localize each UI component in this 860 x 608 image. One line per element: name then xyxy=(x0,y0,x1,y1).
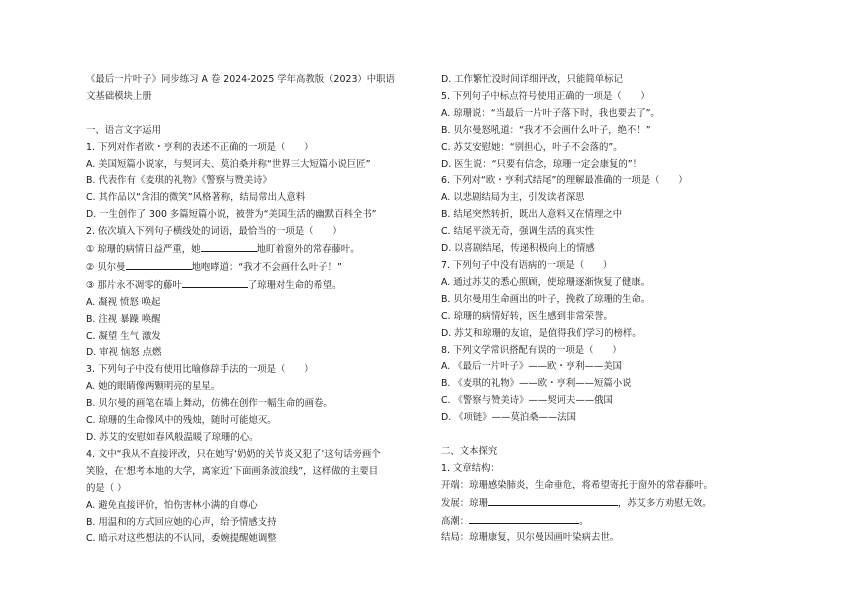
question-2-option-d: D. 审视 恼怒 点燃 xyxy=(86,347,162,359)
question-7-option-c: C. 琼珊的病情好转，医生感到非常荣誉。 xyxy=(441,310,613,322)
development-prefix: 发展：琼珊 xyxy=(441,497,488,509)
climax-blank[interactable] xyxy=(469,513,579,524)
fill-blank-2[interactable] xyxy=(126,259,192,270)
question-5-option-b: B. 贝尔曼怒吼道：“我才不会画什么叶子，绝不！” xyxy=(441,124,651,136)
climax-prefix: 高潮： xyxy=(441,515,470,527)
question-8-option-b: B. 《麦琪的礼物》——欧・亨利——短篇小说 xyxy=(441,378,632,390)
question-7-option-d: D. 苏艾和琼珊的友谊，是值得我们学习的榜样。 xyxy=(441,327,642,339)
question-7-option-b: B. 贝尔曼用生命画出的叶子，挽救了琼珊的生命。 xyxy=(441,293,651,305)
structure-question-stem: 1. 文章结构： xyxy=(441,462,500,474)
question-7-stem: 7. 下列句子中没有语病的一项是（ ） xyxy=(441,259,613,271)
question-7-option-a: A. 通过苏艾的悉心照顾，使琼珊逐渐恢复了健康。 xyxy=(441,276,651,288)
climax-suffix: 。 xyxy=(579,515,589,527)
question-8-option-d: D. 《项链》——莫泊桑——法国 xyxy=(441,412,577,424)
section-heading-language: 一、语言文字运用 xyxy=(86,124,162,136)
question-6-option-c: C. 结尾平淡无奇，强调生活的真实性 xyxy=(441,226,595,238)
question-3-option-a: A. 她的眼睛像两颗明亮的星星。 xyxy=(86,381,221,393)
question-1-option-c: C. 其作品以“含泪的微笑”风格著称，结局常出人意料 xyxy=(86,192,306,204)
question-4-stem-line-2: 笑脸，在‘想考本地的大学，离家近’下面画条波浪线”，这样做的主要目 xyxy=(86,465,379,477)
sentence-3-suffix: 了琼珊对生命的希望。 xyxy=(247,279,342,291)
document-title-line-2: 文基础模块上册 xyxy=(86,90,152,102)
question-3-stem: 3. 下列句子中没有使用比喻修辞手法的一项是（ ） xyxy=(86,364,314,376)
question-4-stem-line-1: 4. 文中“我从不直接评改，只在她写‘奶奶的关节炎又犯了’这句话旁画个 xyxy=(86,448,381,460)
question-4-stem-line-3: 的是（ ） xyxy=(86,482,127,494)
question-8-option-c: C. 《警察与赞美诗》——契诃夫——俄国 xyxy=(441,395,613,407)
question-1-option-d: D. 一生创作了 300 多篇短篇小说，被誉为“美国生活的幽默百科全书” xyxy=(86,209,377,221)
question-2-sentence-1 xyxy=(86,241,429,259)
question-6-stem: 6. 下列对“欧・亨利式结尾”的理解最准确的一项是（ ） xyxy=(441,175,688,187)
fill-blank-1[interactable] xyxy=(201,241,257,252)
fill-blank-3[interactable] xyxy=(182,277,248,288)
question-2-option-c: C. 凝望 生气 激发 xyxy=(86,330,161,342)
question-4-option-b: B. 用温和的方式回应她的心声，给予情感支持 xyxy=(86,516,277,528)
question-2-option-b: B. 注视 暴躁 唤醒 xyxy=(86,313,161,325)
structure-development xyxy=(441,495,781,513)
question-6-option-d: D. 以喜剧结尾，传递积极向上的情感 xyxy=(441,243,595,255)
structure-opening: 开端：琼珊感染肺炎，生命垂危，将希望寄托于窗外的常春藤叶。 xyxy=(441,479,713,491)
sentence-2-suffix: 地咆哮道：“我才不会画什么叶子！” xyxy=(191,261,342,273)
question-5-option-a: A. 琼珊说：“当最后一片叶子落下时，我也要去了”。 xyxy=(441,107,660,119)
development-blank[interactable] xyxy=(488,495,618,506)
question-5-option-d: D. 医生说：“只要有信念，琼珊一定会康复的”！ xyxy=(441,158,643,170)
sentence-1-prefix: ① 琼珊的病情日益严重，她 xyxy=(86,244,201,256)
left-column xyxy=(86,72,429,548)
question-5-option-c: C. 苏艾安慰她：“别担心，叶子不会落的”。 xyxy=(441,141,623,153)
question-2-sentence-2 xyxy=(86,259,429,277)
question-8-stem: 8. 下列文学常识搭配有误的一项是（ ） xyxy=(441,344,622,356)
structure-ending: 结局：琼珊康复，贝尔曼因画叶染病去世。 xyxy=(441,532,620,544)
question-8-option-a: A. 《最后一片叶子》——欧・亨利——美国 xyxy=(441,361,622,373)
sentence-1-suffix: 地盯着窗外的常春藤叶。 xyxy=(256,244,360,256)
section-heading-text-inquiry: 二、文本探究 xyxy=(441,445,498,457)
sentence-3-prefix: ③ 那片永不凋零的藤叶 xyxy=(86,279,182,291)
question-5-stem: 5. 下列句子中标点符号使用正确的一项是（ ） xyxy=(441,90,650,102)
question-2-sentence-3 xyxy=(86,277,429,295)
question-6-option-b: B. 结尾突然转折，既出人意料又在情理之中 xyxy=(441,209,623,221)
question-4-option-c: C. 暗示对这些想法的不认同，委婉提醒她调整 xyxy=(86,533,277,545)
development-suffix: ，苏艾多方劝慰无效。 xyxy=(617,497,712,509)
document-title-line-1: 《最后一片叶子》同步练习 A 卷 2024-2025 学年高教版（2023）中职语 xyxy=(86,74,395,85)
structure-climax xyxy=(441,513,781,531)
question-2-option-a: A. 凝视 愤怒 唤起 xyxy=(86,296,161,308)
question-3-option-c: C. 琼珊的生命像风中的残烛，随时可能熄灭。 xyxy=(86,415,277,427)
question-3-option-b: B. 贝尔曼的画笔在墙上舞动，仿佛在创作一幅生命的画卷。 xyxy=(86,398,333,410)
right-column xyxy=(441,72,781,547)
question-1-stem: 1. 下列对作者欧・亨利的表述不正确的一项是（ ） xyxy=(86,141,314,153)
question-6-option-a: A. 以悲剧结局为主，引发读者深思 xyxy=(441,192,585,204)
sentence-2-prefix: ② 贝尔曼 xyxy=(86,261,126,273)
question-4-option-a: A. 避免直接评价，怕伤害林小满的自尊心 xyxy=(86,499,258,511)
question-4-option-d: D. 工作繁忙没时间详细评改，只能简单标记 xyxy=(441,74,623,85)
question-1-option-a: A. 美国短篇小说家，与契诃夫、莫泊桑并称“世界三大短篇小说巨匠” xyxy=(86,158,371,170)
question-1-option-b: B. 代表作有《麦琪的礼物》《警察与赞美诗》 xyxy=(86,175,272,187)
question-3-option-d: D. 苏艾的安慰如春风般温暖了琼珊的心。 xyxy=(86,432,259,444)
question-2-stem: 2. 依次填入下列句子横线处的词语，最恰当的一项是（ ） xyxy=(86,226,342,238)
